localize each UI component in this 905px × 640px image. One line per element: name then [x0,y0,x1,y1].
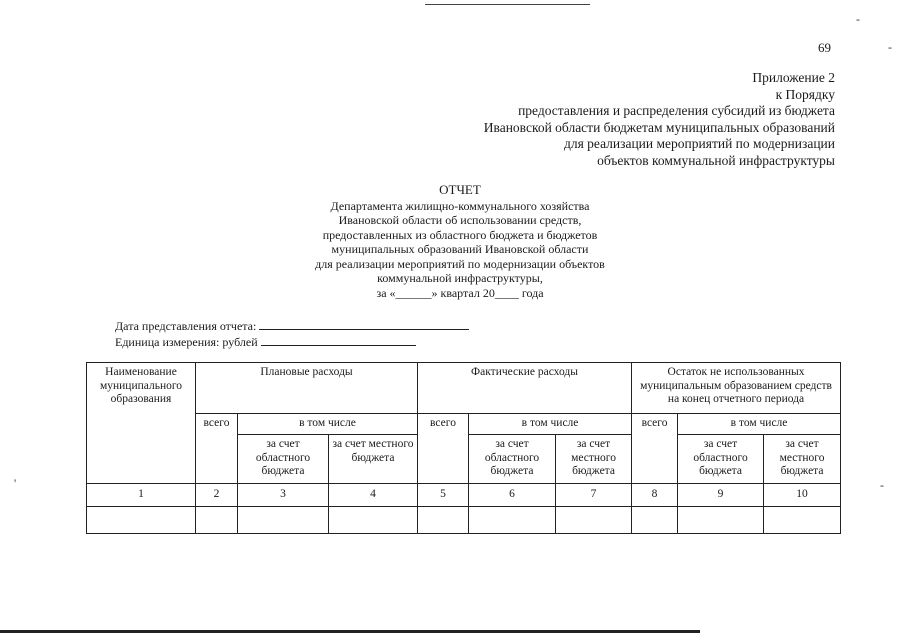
col-header-total: всего [418,414,469,484]
report-subtitle-line: для реализации мероприятий по модернизации объектов [315,256,605,271]
page-number: 69 [818,40,831,55]
bottom-rule [0,630,700,633]
appendix-line: Ивановской области бюджетам муниципальных образований [483,119,835,135]
col-header-total: всего [196,414,238,484]
col-header-local: за счет местного бюджета [329,435,418,484]
appendix-header [484,70,835,169]
report-subtitle-line: Департамента жилищно-коммунального хозяйства [330,198,590,213]
appendix-line: предоставления и распределения субсидий из бюджета [518,103,835,118]
date-label: Дата представления отчета: [115,319,257,333]
col-header-local: за счет местного бюджета [556,435,632,484]
col-header-regional: за счет областного бюджета [678,435,764,484]
column-number: 9 [678,484,764,507]
report-period-line: за «______» квартал 20____ года [376,285,544,300]
top-rule [425,4,590,5]
column-number: 7 [556,484,632,507]
report-subtitle-line: коммунальной инфраструктуры, [377,271,543,285]
appendix-line: для реализации мероприятий по модернизации [563,136,835,151]
report-title-block [250,183,670,300]
empty-cell [329,507,418,534]
appendix-line: объектов коммунальной инфраструктуры [597,152,835,168]
subgroup-including: в том числе [238,414,418,435]
group-header-actual: Фактические расходы [418,363,632,414]
empty-cell [764,507,841,534]
subgroup-including: в том числе [678,414,841,435]
right-margin-mark: - [880,478,884,492]
empty-cell [196,507,238,534]
col-header-name: Наименование муниципального образования [87,363,196,484]
report-subtitle-line: муниципальных образований Ивановской области [331,242,589,256]
col-header-total: всего [632,414,678,484]
report-title: ОТЧЕТ [439,182,481,197]
empty-cell [418,507,469,534]
unit-label: Единица измерения: рублей [115,335,258,349]
margin-mark: - [888,40,892,54]
column-number: 4 [329,484,418,507]
column-number: 8 [632,484,678,507]
group-header-planned: Плановые расходы [196,363,418,414]
empty-cell [632,507,678,534]
col-header-local: за счет местного бюджета [764,435,841,484]
report-table [86,362,841,534]
left-margin-mark: ' [14,476,17,490]
column-number: 5 [418,484,469,507]
col-header-regional: за счет областного бюджета [238,435,329,484]
header-row-groups [87,363,841,414]
group-header-remainder: Остаток не использованных муниципальным образованием средств на конец отчетного периода [632,363,841,414]
empty-cell [238,507,329,534]
report-subtitle-line: Ивановской области об использовании средств, [338,213,582,227]
col-header-regional: за счет областного бюджета [469,435,556,484]
appendix-line: к Порядку [775,86,835,102]
column-number: 2 [196,484,238,507]
empty-cell [678,507,764,534]
empty-data-row [87,507,841,534]
empty-cell [469,507,556,534]
unit-field-line [261,334,416,346]
subgroup-including: в том числе [469,414,632,435]
report-subtitle-line: предоставленных из областного бюджета и бюджетов [322,227,598,242]
column-number: 1 [87,484,196,507]
appendix-line: Приложение 2 [752,70,835,85]
column-number: 3 [238,484,329,507]
report-meta [115,318,469,350]
column-number: 6 [469,484,556,507]
corner-mark: - [856,12,860,26]
date-field-line [259,318,469,330]
column-number-row [87,484,841,507]
empty-cell [556,507,632,534]
header-row-subgroups [87,414,841,435]
column-number: 10 [764,484,841,507]
empty-cell [87,507,196,534]
